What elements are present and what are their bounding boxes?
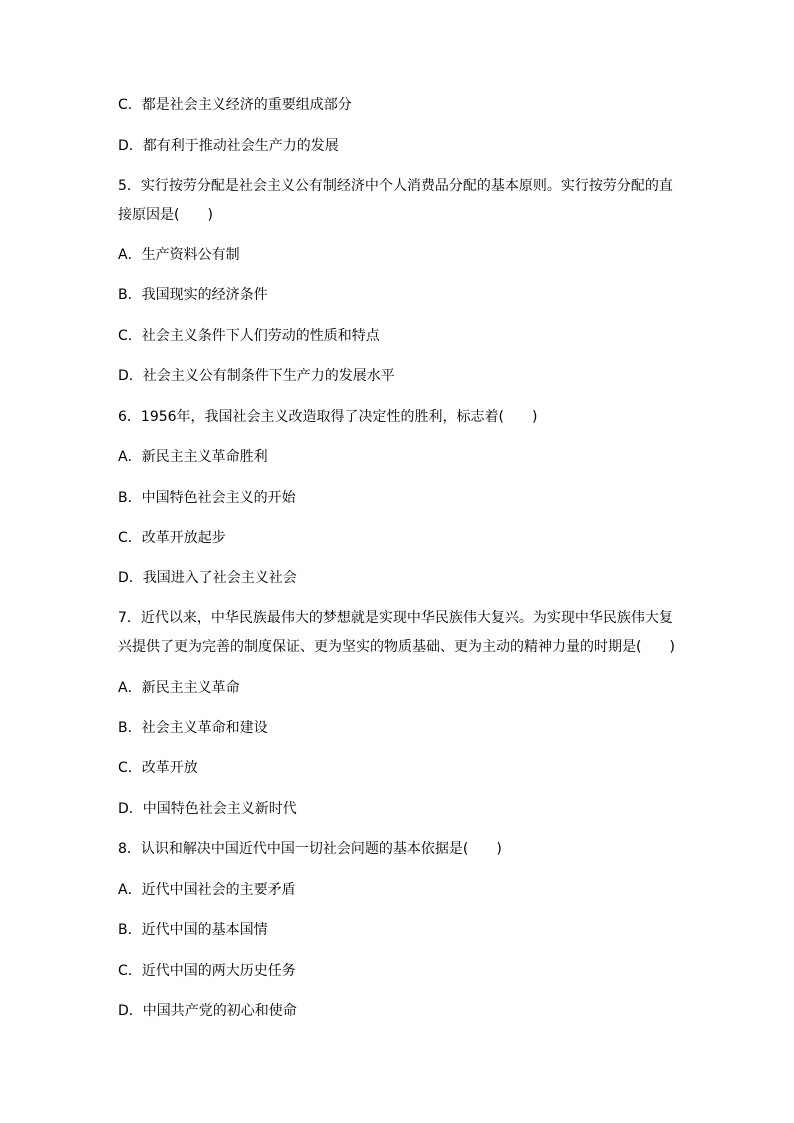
question-7-line-1: 7．近代以来，中华民族最伟大的梦想就是实现中华民族伟大复兴。为实现中华民族伟大复 xyxy=(118,610,673,626)
option-8d: D．中国共产党的初心和使命 xyxy=(118,1003,297,1019)
option-4d: D．都有利于推动社会生产力的发展 xyxy=(118,138,339,154)
question-5-line-1: 5．实行按劳分配是社会主义公有制经济中个人消费品分配的基本原则。实行按劳分配的直 xyxy=(118,178,673,194)
option-5c: C．社会主义条件下人们劳动的性质和特点 xyxy=(118,328,380,344)
question-6: 6．1956年，我国社会主义改造取得了决定性的胜利，标志着( ) xyxy=(118,409,538,425)
option-8c: C．近代中国的两大历史任务 xyxy=(118,963,296,979)
option-4c: C．都是社会主义经济的重要组成部分 xyxy=(118,97,352,113)
option-8a: A．近代中国社会的主要矛盾 xyxy=(118,882,296,898)
option-5b: B．我国现实的经济条件 xyxy=(118,287,268,303)
option-7b: B．社会主义革命和建设 xyxy=(118,720,268,736)
question-7-line-2: 兴提供了更为完善的制度保证、更为坚实的物质基础、更为主动的精神力量的时期是( ) xyxy=(118,639,675,655)
option-6a: A．新民主主义革命胜利 xyxy=(118,449,268,465)
option-5a: A．生产资料公有制 xyxy=(118,247,240,263)
option-7a: A．新民主主义革命 xyxy=(118,680,240,696)
option-8b: B．近代中国的基本国情 xyxy=(118,922,268,938)
option-6b: B．中国特色社会主义的开始 xyxy=(118,490,296,506)
option-7d: D．中国特色社会主义新时代 xyxy=(118,801,297,817)
option-5d: D．社会主义公有制条件下生产力的发展水平 xyxy=(118,368,395,384)
option-6d: D．我国进入了社会主义社会 xyxy=(118,570,297,586)
option-7c: C．改革开放 xyxy=(118,760,198,776)
option-6c: C．改革开放起步 xyxy=(118,530,226,546)
question-8: 8．认识和解决中国近代中国一切社会问题的基本依据是( ) xyxy=(118,841,502,857)
question-5-line-2: 接原因是( ) xyxy=(118,207,213,223)
